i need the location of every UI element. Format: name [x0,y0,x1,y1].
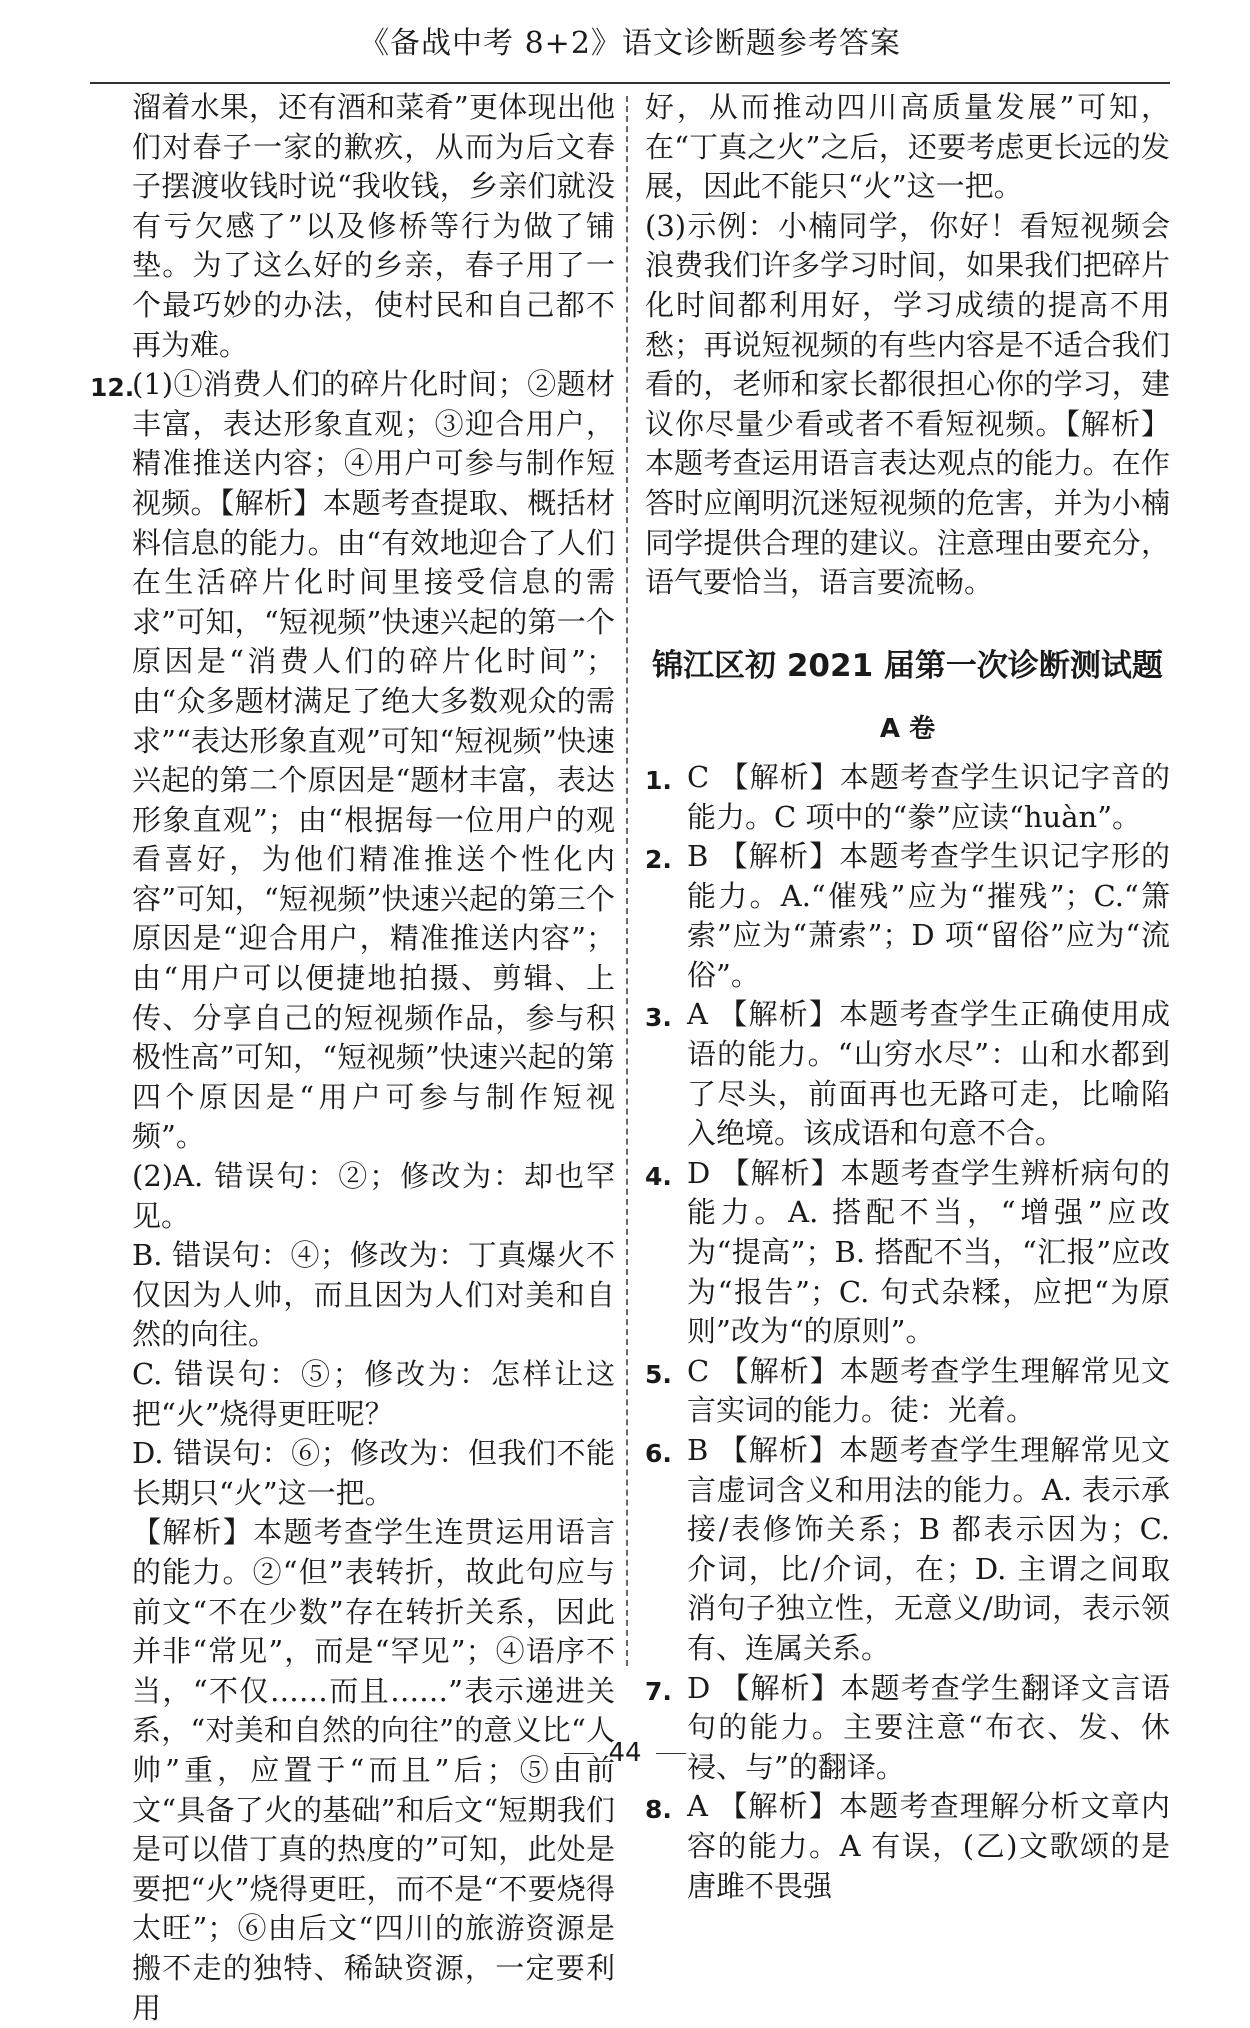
section-title: 锦江区初 2021 届第一次诊断测试题 [652,647,1163,684]
answer-item-1 [645,758,1170,837]
q12-part2-analysis: 【解析】本题考查学生连贯运用语言的能力。②“但”表转折，故此句应与前文“不在少数”存在转折关系，因此并非“常见”，而是“罕见”；④语序不当，“不仅……而且……”表示递进关系，“对美和自然的向往”的意义比“人帅”重，应置于“而且”后；⑤由前文“具备了火的基础”和后文“短期我们是可以借丁真的热度的”可知，此处是要把“火”烧得更旺，而不是“不要烧得太旺”；⑥由后文“四川的旅游资源是搬不走的独特、稀缺资源，一定要利用 [132,1515,615,2025]
column-divider [626,96,628,1666]
answer-number: 6. [645,1439,672,1468]
left-column [90,88,615,2028]
right-continuation-paragraph: 好，从而推动四川高质量发展”可知，在“丁真之火”之后，还要考虑更长远的发展，因此不能只“火”这一把。 [645,90,1170,204]
header-rule [90,82,1170,84]
page-number: 44 [0,1738,1250,1768]
answer-text: C 【解析】本题考查学生识记字音的能力。C 项中的“豢”应读“huàn”。 [687,759,1170,834]
question-12 [90,365,615,1513]
answer-number: 1. [645,765,672,795]
subsection-title: A 卷 [879,714,936,745]
answer-number: 3. [645,1003,672,1033]
answer-item-5 [645,1352,1170,1431]
answer-item-6 [645,1431,1170,1669]
q12-part2-d: D. 错误句：⑥；修改为：但我们不能长期只“火”这一把。 [132,1436,615,1510]
q12-part2-b: B. 错误句：④；修改为：丁真爆火不仅因为人帅，而且因为人们对美和自然的向往。 [132,1238,615,1352]
question-12-body [132,365,615,1513]
answer-item-2 [645,837,1170,995]
q12-part1: (1)①消费人们的碎片化时间；②题材丰富，表达形象直观；③迎合用户，精准推送内容；④用户可参与制作短视频。【解析】本题考查提取、概括材料信息的能力。由“有效地迎合了人们在生活碎片化时间里接受信息的需求”可知，“短视频”快速兴起的第一个原因是“消费人们的碎片化时间”；由“众多题材满足了绝大多数观众的需求”“表达形象直观”可知“短视频”快速兴起的第二个原因是“题材丰富，表达形象直观”；由“根据每一位用户的观看喜好，为他们精准推送个性化内容”可知，“短视频”快速兴起的第三个原因是“迎合用户，精准推送内容”；由“用户可以便捷地拍摄、剪辑、上传、分享自己的短视频作品，参与积极性高”可知，“短视频”快速兴起的第四个原因是“用户可参与制作短视频”。 [132,367,615,1154]
q12-part2-a: (2)A. 错误句：②；修改为：却也罕见。 [132,1159,615,1233]
page-header-title: 《备战中考 8+2》语文诊断题参考答案 [359,26,901,61]
question-12-number: 12. [90,373,135,403]
answer-text: C 【解析】本题考查学生理解常见文言实词的能力。徒：光着。 [687,1353,1170,1428]
answer-item-8 [645,1787,1170,1906]
answer-number: 2. [645,845,672,875]
answer-number: 5. [645,1359,672,1389]
answer-text: D 【解析】本题考查学生翻译文言语句的能力。主要注意“布衣、发、休祲、与”的翻译。 [687,1670,1170,1784]
answer-text: B 【解析】本题考查学生识记字形的能力。A.“催残”应为“摧残”；C.“箫索”应为“萧索”；D 项“留俗”应为“流俗”。 [687,839,1170,992]
q12-part2-c: C. 错误句：⑤；修改为：怎样让这把“火”烧得更旺呢？ [132,1357,615,1431]
answer-list [645,758,1170,1906]
answer-number: 8. [645,1795,672,1825]
answer-text: D 【解析】本题考查学生辨析病句的能力。A. 搭配不当，“增强”应改为“提高”；B. 搭配不当，“汇报”应改为“报告”；C. 句式杂糅，应把“为原则”改为“的原则”。 [687,1155,1170,1349]
answer-number: 4. [645,1161,672,1191]
left-continuation-paragraph: 溜着水果，还有酒和菜肴”更体现出他们对春子一家的歉疚，从而为后文春子摆渡收钱时说“我收钱，乡亲们就没有亏欠感了”以及修桥等行为做了铺垫。为了这么好的乡亲，春子用了一个最巧妙的办法，使村民和自己都不再为难。 [132,90,615,362]
answer-item-4 [645,1154,1170,1352]
answer-text: B 【解析】本题考查学生理解常见文言虚词含义和用法的能力。A. 表示承接/表修饰关系；B 都表示因为；C. 介词，比/介词，在；D. 主谓之间取消句子独立性，无意义/助词，表示领有、连属关系。 [687,1433,1170,1665]
q12-part3: (3)示例：小楠同学，你好！看短视频会浪费我们许多学习时间，如果我们把碎片化时间都利用好，学习成绩的提高不用愁；再说短视频的有些内容是不适合我们看的，老师和家长都很担心你的学习，建议你尽量少看或者不看短视频。【解析】本题考查运用语言表达观点的能力。在作答时应阐明沉迷短视频的危害，并为小楠同学提供合理的建议。注意理由要充分，语气要恰当，语言要流畅。 [645,208,1170,600]
answer-item-7 [645,1669,1170,1788]
answer-number: 7. [645,1676,672,1706]
answer-item-3 [645,995,1170,1153]
right-column [645,88,1170,1906]
answer-text: A 【解析】本题考查学生正确使用成语的能力。“山穷水尽”：山和水都到了尽头，前面再也无路可走，比喻陷入绝境。该成语和句意不合。 [687,997,1170,1151]
answer-text: A 【解析】本题考查理解分析文章内容的能力。A 有误，(乙)文歌颂的是唐雎不畏强 [687,1789,1170,1903]
